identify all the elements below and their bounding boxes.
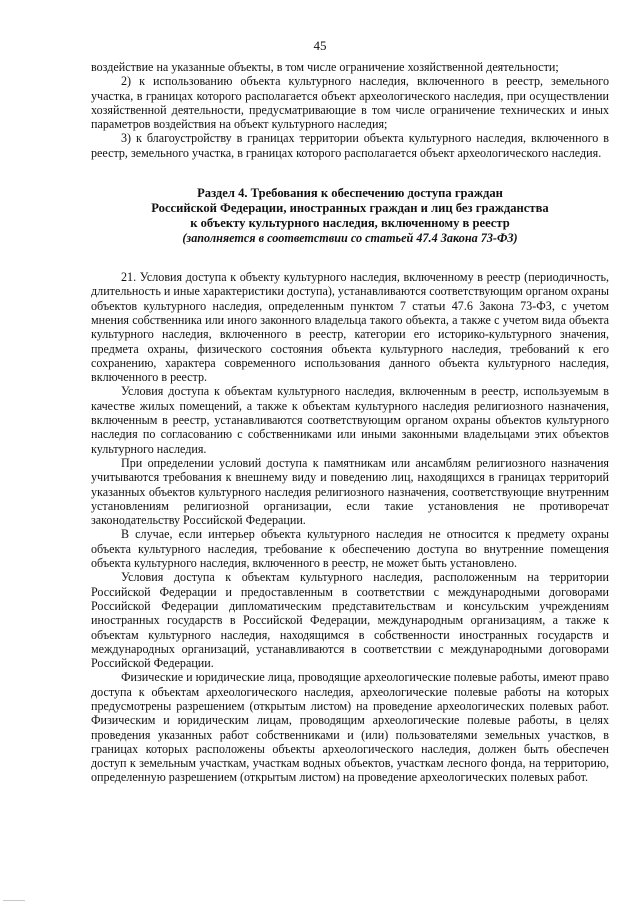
paragraph-21: 21. Условия доступа к объекту культурного наследия, включенному в реестр (периодичность, длительность и иные характеристики доступа), устанавливаются соответствующим органом охраны объектов культурного наследия, определенным пунктом 7 статьи 47.6 Закона 73-ФЗ, с учетом мнения собственника или иного законного владельца такого объекта, а также с учетом вида объекта культурного наследия, включенного в реестр, категории его историко-культурного значения, предмета охраны, физического состояния объекта культурного наследия, требований к его сохранению, характера современного использования данного объекта культурного наследия, включенного в реестр. — [91, 270, 609, 385]
paragraph-diplomatic: Условия доступа к объектам культурного наследия, расположенным на территории Российской Федерации и предоставленным в соответствии с международными договорами Российской Федерации дипломатическим представительствам и консульским учреждениям иностранных государств в Российской Федерации, международным организациям, а также к объектам культурного наследия, находящимся в собственности иностранных государств и международных организаций, устанавливаются в соответствии с международными договорами Российской Федерации. — [91, 570, 609, 671]
paragraph-archaeological: Физические и юридические лица, проводящие археологические полевые работы, имеют право доступа к объектам археологического наследия, археологические полевые работы на которых предусмотрены разрешением (открытым листом) на проведение археологических полевых работ. Физическим и юридическим лицам, проводящим археологические полевые работы, в целях проведения указанных работ собственниками и (или) пользователями земельных участков, в границах которых расположены объекты археологического наследия, должен быть обеспечен доступ к земельным участкам, участкам водных объектов, участкам лесного фонда, на территорию, определенную разрешением (открытым листом) на проведение археологических полевых работ. — [91, 670, 609, 785]
paragraph-interior: В случае, если интерьер объекта культурного наследия не относится к предмету охраны объекта культурного наследия, требование к обеспечению доступа во внутренние помещения объекта культурного наследия, включенного в реестр, не может быть установлено. — [91, 527, 609, 571]
document-body — [91, 60, 609, 785]
section-title: Раздел 4. Требования к обеспечению доступа граждан Российской Федерации, иностранных граждан и лиц без гражданства к объекту культурного наследия, включенному в реестр — [151, 186, 549, 231]
paragraph-religious-monuments: При определении условий доступа к памятникам или ансамблям религиозного назначения учитываются требования к внешнему виду и поведению лиц, находящихся в границах территорий указанных объектов культурного наследия религиозного назначения, соответствующие внутренним установлениям религиозной организации, если такие установления не противоречат законодательству Российской Федерации. — [91, 455, 609, 528]
section-heading — [91, 186, 609, 246]
paragraph-residential-religious: Условия доступа к объектам культурного наследия, включенным в реестр, используемым в качестве жилых помещений, а также к объектам культурного наследия религиозного назначения, включенным в реестр, устанавливаются соответствующим органом охраны объектов культурного наследия по согласованию с собственниками или иными законными владельцами этих объектов культурного наследия. — [91, 384, 609, 456]
paragraph-item-2: 2) к использованию объекта культурного наследия, включенного в реестр, земельного участка, в границах которого располагается объект археологического наследия, при осуществлении хозяйственной деятельности, предусматривающие в том числе ограничение технических и иных параметров воздействия на объект культурного наследия; — [91, 74, 609, 132]
paragraph-item-3: 3) к благоустройству в границах территории объекта культурного наследия, включенного в реестр, земельного участка, в границах которого располагается объект археологического наследия. — [91, 131, 609, 160]
paragraph-continuation: воздействие на указанные объекты, в том числе ограничение хозяйственной деятельности; — [91, 60, 559, 74]
section-subtitle: (заполняется в соответствии со статьей 47.4 Закона 73-ФЗ) — [182, 231, 518, 246]
scan-edge-mark — [3, 900, 25, 901]
page-number: 45 — [313, 38, 327, 53]
